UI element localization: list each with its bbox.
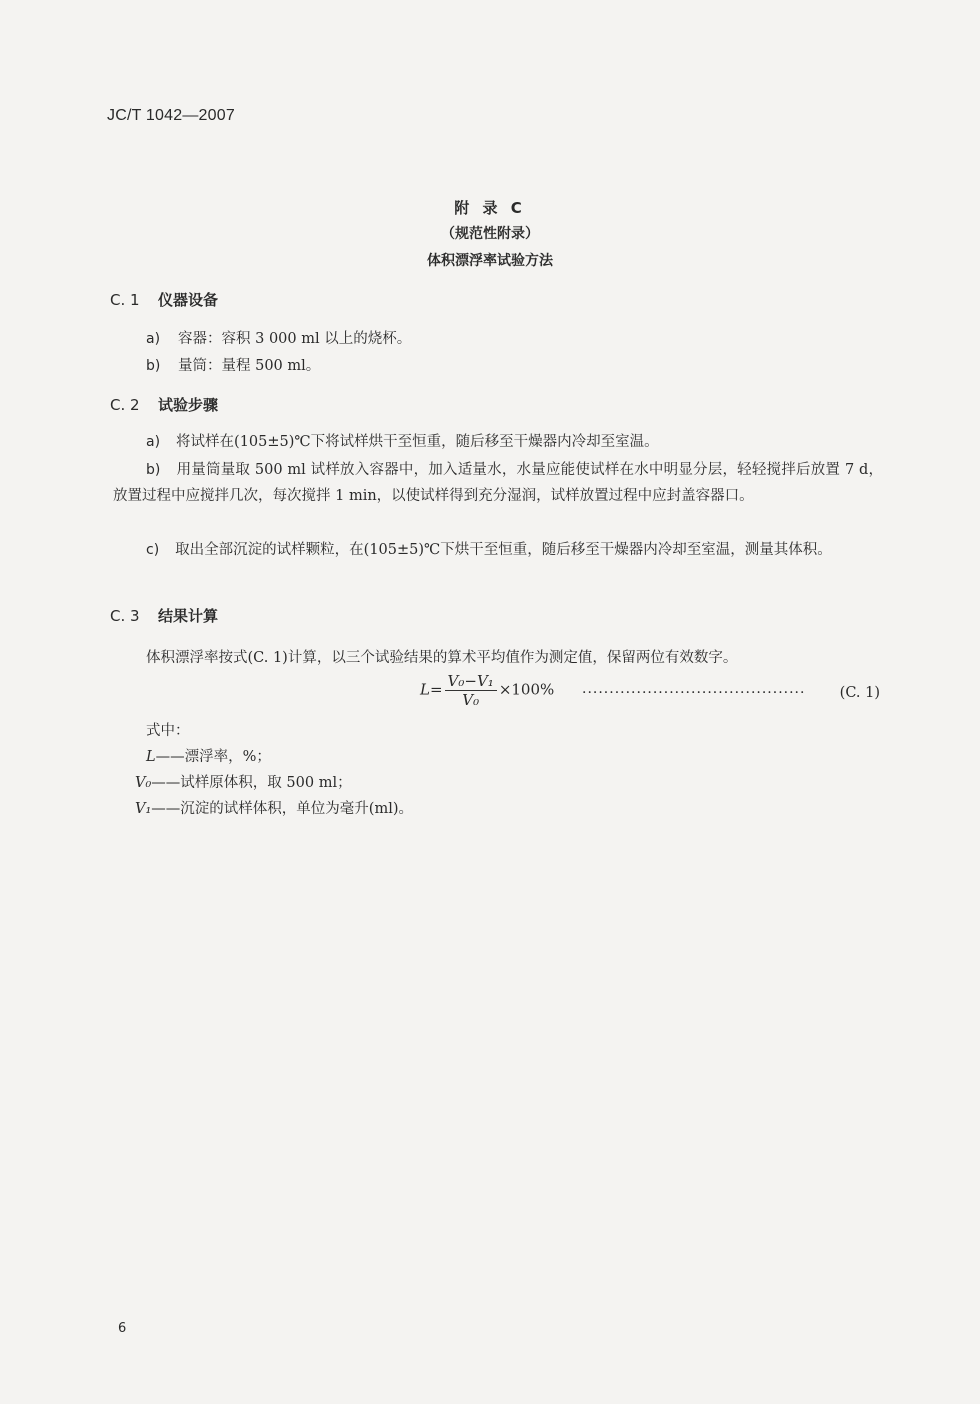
- formula-equals: =: [429, 680, 443, 699]
- item-text: 容器：容积 3 000 ml 以上的烧杯。: [178, 331, 412, 347]
- definition-symbol: V₀: [135, 775, 152, 791]
- item-label: a): [146, 331, 161, 347]
- section-number: C. 3: [110, 607, 140, 625]
- item-text: 量筒：量程 500 ml。: [178, 358, 321, 374]
- formula-fraction: [445, 672, 497, 709]
- definition-symbol: V₁: [135, 801, 152, 817]
- list-item: [146, 354, 320, 375]
- page-number: 6: [118, 1321, 127, 1336]
- formula-multiplier: ×100%: [498, 680, 555, 699]
- definition-row: [135, 797, 413, 818]
- section-number: C. 2: [110, 396, 140, 414]
- section-heading-c3: [110, 605, 218, 626]
- document-code: JC/T 1042—2007: [107, 107, 235, 124]
- item-label: b): [146, 462, 161, 478]
- appendix-type: （规范性附录）: [441, 226, 539, 242]
- item-label: c): [146, 542, 160, 558]
- formula-lhs: L: [420, 680, 430, 699]
- appendix-label: 附 录 C: [454, 199, 526, 217]
- formula-denominator: V₀: [462, 691, 480, 709]
- section-number: C. 1: [110, 291, 140, 309]
- definition-row: [146, 745, 271, 766]
- step-paragraph-c: [113, 537, 883, 563]
- step-paragraph-b: [113, 457, 883, 509]
- definition-symbol: L: [146, 749, 156, 765]
- definition-text: ——试样原体积，取 500 ml；: [151, 775, 352, 791]
- item-label: b): [146, 358, 161, 374]
- item-label: a): [146, 434, 161, 450]
- definition-row: [135, 771, 352, 792]
- item-text: 取出全部沉淀的试样颗粒，在(105±5)℃下烘干至恒重，随后移至干燥器内冷却至室温，测量其体积。: [175, 542, 832, 558]
- section-heading-c1: [110, 289, 218, 310]
- where-label: 式中：: [146, 723, 190, 739]
- item-text: 用量筒量取 500 ml 试样放入容器中，加入适量水，水量应能使试样在水中明显分层，轻轻搅拌后放置 7 d，放置过程中应搅拌几次，每次搅拌 1 min，以使试样得到充分湿润，试样放置过程中应封盖容器口。: [113, 462, 883, 504]
- section-heading-c2: [110, 394, 218, 415]
- formula-c1: [420, 672, 880, 716]
- appendix-title: 体积漂浮率试验方法: [427, 253, 553, 269]
- formula-number: (C. 1): [839, 685, 880, 701]
- list-item: [146, 327, 411, 348]
- section-title: 试验步骤: [158, 396, 219, 414]
- definition-text: ——漂浮率，%；: [155, 749, 271, 765]
- formula-numerator: V₀−V₁: [445, 672, 497, 691]
- section-title: 结果计算: [158, 607, 219, 625]
- definition-text: ——沉淀的试样体积，单位为毫升(ml)。: [151, 801, 413, 817]
- section-title: 仪器设备: [158, 291, 219, 309]
- formula-leader-dots: ·········································: [582, 685, 806, 701]
- calculation-intro: 体积漂浮率按式(C. 1)计算，以三个试验结果的算术平均值作为测定值，保留两位有效数字。: [146, 650, 738, 666]
- step-paragraph-a: [113, 429, 883, 455]
- item-text: 将试样在(105±5)℃下将试样烘干至恒重，随后移至干燥器内冷却至室温。: [176, 434, 659, 450]
